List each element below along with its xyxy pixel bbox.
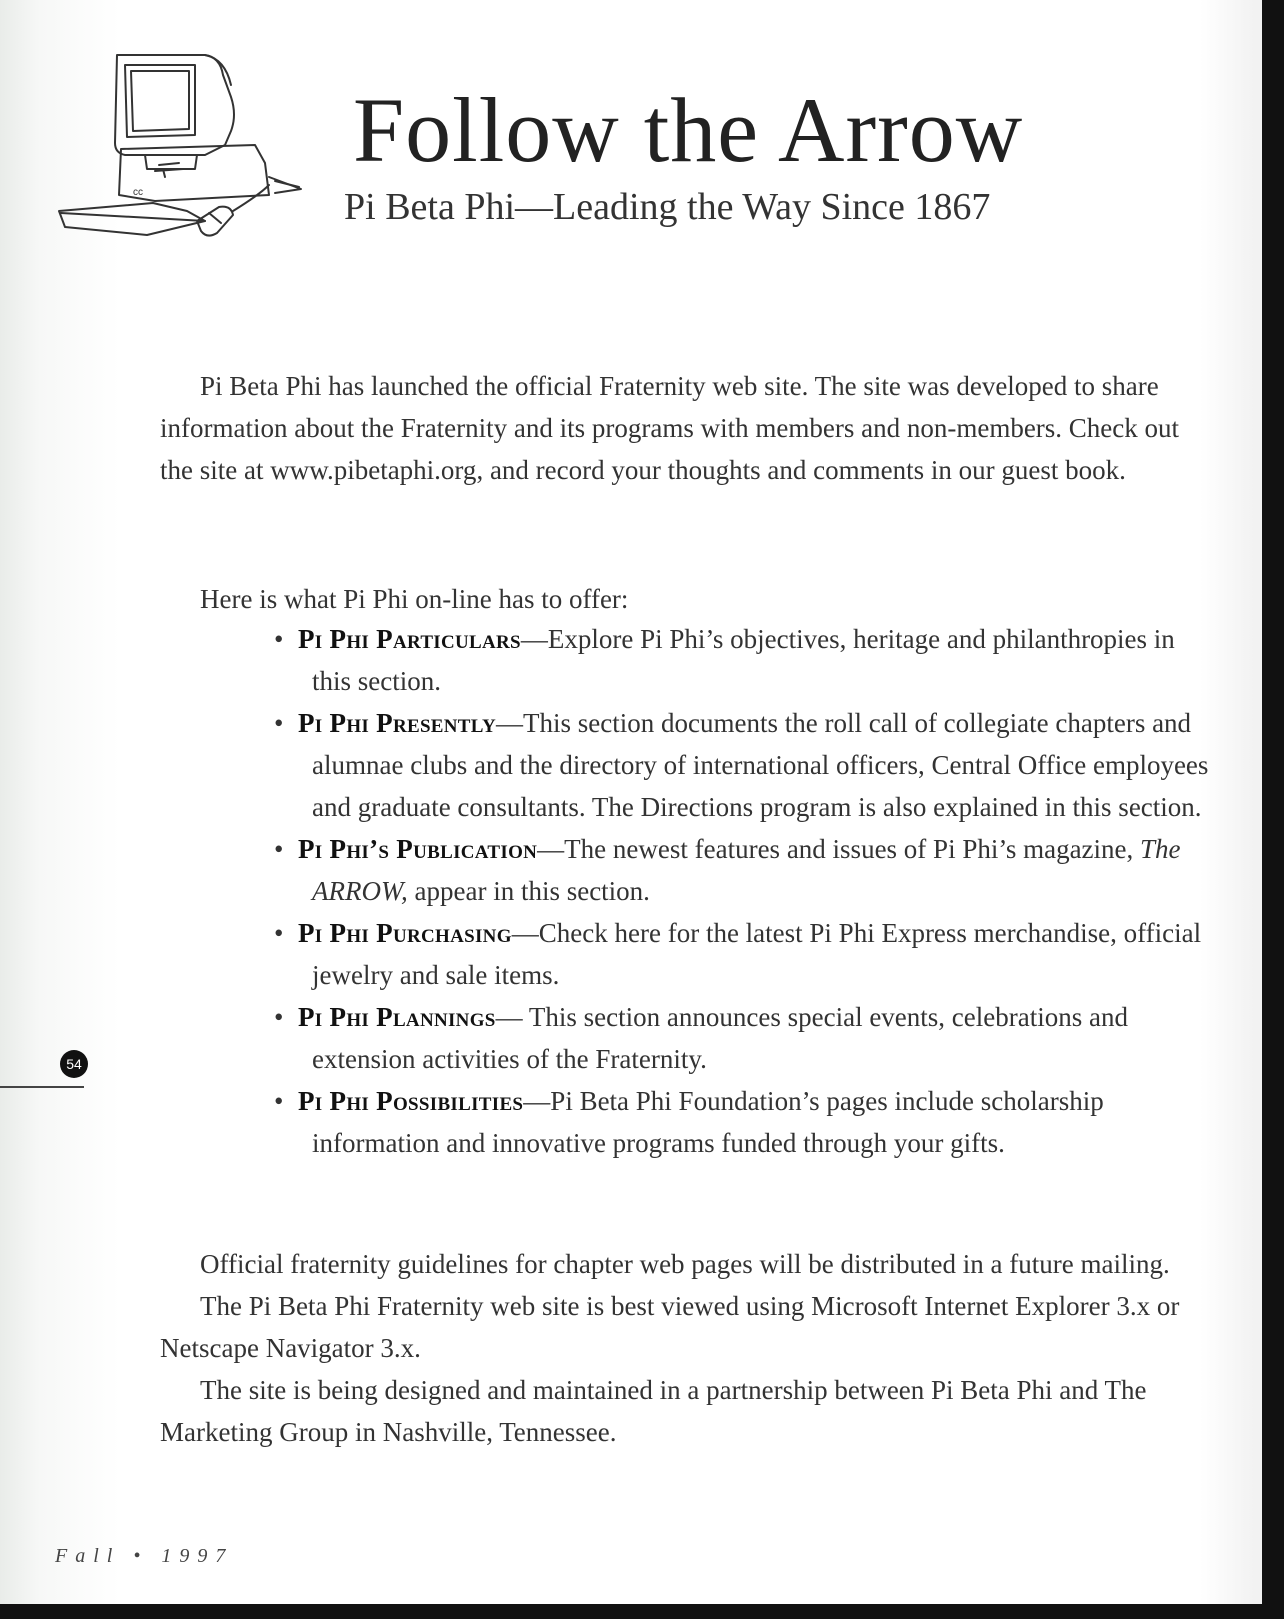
page-number-badge: 54 xyxy=(60,1050,88,1078)
svg-text:cc: cc xyxy=(133,187,143,198)
section-description: —This section documents the roll call of collegiate chapters and alumnae clubs and the directory of international officers, Central Office employees and graduate consultants. The Directions program is also explained in this section. xyxy=(312,708,1209,822)
closing-paragraphs xyxy=(160,1243,1210,1453)
section-term: Pi Phi’s Publication xyxy=(298,834,538,864)
website-link: www.pibetaphi.org xyxy=(270,455,477,485)
section-term: Pi Phi Purchasing xyxy=(298,918,512,948)
computer-illustration xyxy=(55,45,325,245)
list-item xyxy=(274,1080,1214,1164)
closing-paragraph: The site is being designed and maintained in a partnership between Pi Beta Phi and The Marketing Group in Nashville, Tennessee. xyxy=(160,1375,1147,1447)
bullet-icon: • xyxy=(274,624,284,654)
list-item xyxy=(274,996,1214,1080)
intro-paragraph xyxy=(160,365,1210,491)
bullet-icon: • xyxy=(274,1002,284,1032)
section-term: Pi Phi Possibilities xyxy=(298,1086,524,1116)
magazine-title: The ARROW, xyxy=(312,834,1181,906)
bullet-icon: • xyxy=(274,918,284,948)
page-subtitle: Pi Beta Phi—Leading the Way Since 1867 xyxy=(344,186,991,228)
closing-paragraph: The Pi Beta Phi Fraternity web site is best viewed using Microsoft Internet Explorer 3.x or Netscape Navigator 3.x. xyxy=(160,1291,1180,1363)
page-title: Follow the Arrow xyxy=(353,79,1024,181)
scan-edge-right xyxy=(1262,0,1284,1619)
bullet-icon: • xyxy=(274,1086,284,1116)
section-description: —Pi Beta Phi Foundation’s pages include scholarship information and innovative programs funded through your gifts. xyxy=(312,1086,1104,1158)
offer-lead: Here is what Pi Phi on-line has to offer: xyxy=(200,584,629,614)
page-number-rule xyxy=(0,1086,84,1088)
bullet-icon: • xyxy=(274,708,284,738)
issue-date: Fall • 1997 xyxy=(55,1545,234,1567)
list-item xyxy=(274,702,1214,828)
section-description: —Check here for the latest Pi Phi Express merchandise, official jewelry and sale items. xyxy=(312,918,1202,990)
section-description-end: appear in this section. xyxy=(407,876,650,906)
section-term: Pi Phi Particulars xyxy=(298,624,521,654)
bullet-icon: • xyxy=(274,834,284,864)
section-list xyxy=(274,618,1214,1164)
section-term: Pi Phi Presently xyxy=(298,708,497,738)
section-description: —Explore Pi Phi’s objectives, heritage and philanthropies in this section. xyxy=(312,624,1175,696)
closing-paragraph: Official fraternity guidelines for chapter web pages will be distributed in a future mailing. xyxy=(200,1249,1170,1279)
list-item xyxy=(274,828,1214,912)
section-description: — This section announces special events, celebrations and extension activities of the Fraternity. xyxy=(312,1002,1128,1074)
intro-text-after: , and record your thoughts and comments in our guest book. xyxy=(476,455,1126,485)
intro-text-before: Pi Beta Phi has launched the official Fraternity web site. The site was developed to share information about the Fraternity and its programs with members and non-members. Check out the site at xyxy=(160,371,1180,485)
list-item xyxy=(274,618,1214,702)
section-description: —The newest features and issues of Pi Phi’s magazine, xyxy=(537,834,1141,864)
scan-edge-bottom xyxy=(0,1604,1284,1619)
list-item xyxy=(274,912,1214,996)
section-term: Pi Phi Plannings xyxy=(298,1002,496,1032)
